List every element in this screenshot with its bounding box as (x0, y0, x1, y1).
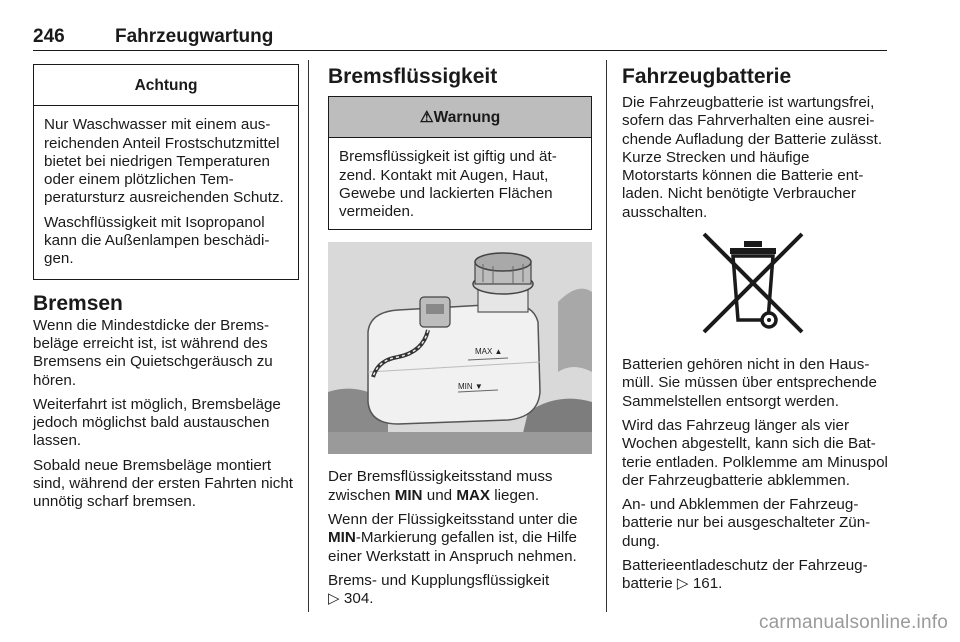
reference-arrow-icon: ▷ (676, 575, 689, 593)
brake-fluid-paragraph-1: Der Bremsflüssigkeitsstand muss zwischen MIN und MAX liegen. (328, 468, 553, 504)
warning-box (328, 96, 592, 230)
column-1 (33, 64, 299, 518)
battery-paragraph-3: Wird das Fahrzeug länger als vier Wochen abgestellt, kann sich die Batterie entladen. Polklemme am Minuspol der Fahrzeugbatterie abklemmen. (622, 416, 888, 489)
reference-arrow-icon: ▷ (328, 590, 340, 608)
brakes-paragraph-1: Wenn die Mindestdicke der Bremsbeläge erreicht ist, ist während des Bremsens ein Quietschgeräusch zu hören. (33, 316, 273, 389)
page-reference-161[interactable]: 161. (692, 575, 723, 593)
brake-fluid-heading: Bremsflüssigkeit (328, 65, 498, 88)
brakes-heading: Bremsen (33, 291, 123, 315)
caution-paragraph-2: Waschflüssigkeit mit Isopropanol kann die Außenlampen beschädigen. (44, 213, 270, 268)
crossed-out-wheelie-bin-icon (622, 228, 888, 356)
battery-paragraph-4: An- und Abklemmen der Fahrzeugbatterie nur bei ausgeschalteter Zündung. (622, 496, 871, 550)
warning-title: Warnung (433, 109, 501, 126)
battery-paragraph-5: Batterieentladeschutz der Fahrzeugbatterie ▷ 161. (622, 557, 868, 593)
battery-heading: Fahrzeugbatterie (622, 65, 792, 88)
column-2 (328, 64, 592, 615)
brakes-paragraph-3: Sobald neue Bremsbeläge montiert sind, während der ersten Fahrten nicht unnötig scharf bremsen. (33, 456, 294, 511)
battery-paragraph-2: Batterien gehören nicht in den Hausmüll. Sie müssen über entsprechende Sammelstellen entsorgt werden. (622, 356, 877, 410)
chapter-title: Fahrzeugwartung (115, 26, 274, 47)
warning-title-bar (329, 97, 591, 138)
max-mark-label: MAX ▲ (475, 347, 503, 357)
page-header (33, 24, 887, 51)
battery-paragraph-1: Die Fahrzeugbatterie ist wartungsfrei, sofern das Fahrverhalten eine ausreichende Aufladung der Batterie zulässt. Kurze Strecken und häufige Motorstarts können die Batterie entladen. Nicht benötigte Verbraucher ausschalten. (622, 94, 883, 221)
column-divider-2 (606, 60, 607, 612)
column-divider-1 (308, 60, 309, 612)
caution-box (33, 64, 299, 280)
brakes-paragraph-2: Weiterfahrt ist möglich, Bremsbeläge jedoch möglichst bald austauschen lassen. (33, 395, 281, 450)
reservoir-drawing (328, 242, 592, 454)
brake-fluid-paragraph-3: Brems- und Kupplungsflüssigkeit ▷ 304. (328, 571, 550, 608)
brake-fluid-paragraph-2: Wenn der Flüssigkeitsstand unter die MIN-Markierung gefallen ist, die Hilfe einer Werkstatt in Anspruch nehmen. (328, 511, 578, 565)
watermark: carmanualsonline.info (758, 612, 948, 633)
caution-title: Achtung (34, 65, 298, 106)
warning-body: Bremsflüssigkeit ist giftig und ätzend. Kontakt mit Augen, Haut, Gewebe und lackierten Flächen vermeiden. (339, 148, 557, 221)
page-reference-304[interactable]: 304. (343, 590, 374, 608)
page-number: 246 (33, 26, 65, 47)
caution-paragraph-1: Nur Waschwasser mit einem ausreichenden Anteil Frostschutzmittel bietet bei niedrigen Temperaturen oder einem plötzlichen Temperatursturz ausreichenden Schutz. (44, 116, 284, 207)
warning-triangle-icon: ⚠ (419, 109, 434, 126)
min-mark-label: MIN ▼ (458, 382, 483, 392)
column-3 (622, 64, 888, 600)
brake-fluid-reservoir-illustration (328, 242, 592, 454)
